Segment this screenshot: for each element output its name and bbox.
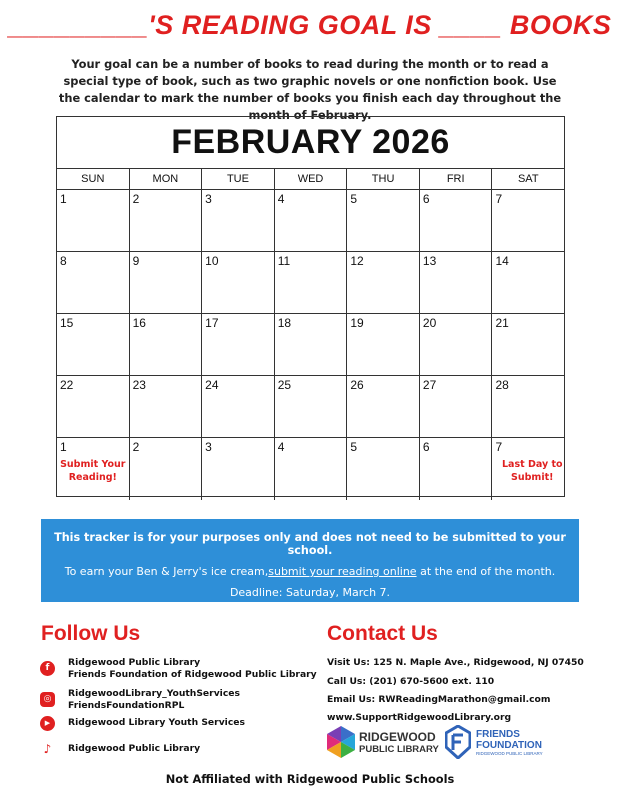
dow-thu: THU (347, 169, 420, 189)
day-note: Last Day to Submit! (501, 459, 563, 483)
dow-sun: SUN (57, 169, 130, 189)
friends-logo-line3: RIDGEWOOD PUBLIC LIBRARY (476, 751, 543, 756)
day-number: 13 (422, 254, 437, 268)
day-number: 16 (132, 316, 146, 330)
dow-mon: MON (130, 169, 203, 189)
reading-goal-title: _________'S READING GOAL IS ____ BOOKS (8, 10, 612, 40)
dow-sat: SAT (517, 173, 539, 185)
calendar-week (57, 438, 564, 500)
calendar-day-cell[interactable] (492, 376, 564, 437)
library-logo-line2: PUBLIC LIBRARY (359, 744, 439, 755)
calendar-day-cell[interactable] (130, 252, 203, 313)
calendar-weeks (57, 190, 564, 500)
facebook-icon: f (40, 661, 55, 676)
calendar-day-cell[interactable] (492, 190, 564, 251)
calendar-day-cell[interactable] (57, 376, 130, 437)
ridgewood-library-logo (327, 725, 437, 759)
day-number: 19 (350, 316, 364, 330)
day-number: 17 (205, 316, 219, 330)
instagram-account-1: RidgewoodLibrary_YouthServices (68, 688, 240, 699)
day-number: 21 (495, 316, 509, 330)
day-number: 25 (277, 378, 292, 392)
contact-us-heading: Contact Us (327, 622, 438, 645)
day-number: 20 (422, 316, 437, 330)
day-number: 9 (132, 254, 140, 268)
day-number: 3 (205, 192, 212, 206)
calendar-day-cell[interactable] (130, 376, 203, 437)
day-number: 4 (277, 440, 285, 454)
day-number: 4 (277, 192, 285, 206)
contact-visit: Visit Us: 125 N. Maple Ave., Ridgewood, NJ 07450 (327, 657, 584, 668)
day-number: 2 (132, 192, 140, 206)
banner-deadline: Deadline: Saturday, March 7. (229, 586, 391, 599)
calendar-day-cell[interactable] (202, 252, 275, 313)
friends-foundation-logo (445, 725, 545, 759)
calendar-day-cell[interactable] (275, 438, 348, 500)
day-number: 18 (277, 316, 292, 330)
calendar-day-cell[interactable] (420, 252, 493, 313)
day-number: 10 (205, 254, 219, 268)
calendar-day-cell[interactable] (420, 314, 493, 375)
days-of-week-header (57, 169, 564, 190)
calendar-day-cell[interactable] (275, 314, 348, 375)
instagram-account-2: FriendsFoundationRPL (68, 700, 185, 711)
calendar-day-cell[interactable] (347, 190, 420, 251)
instagram-icon: ◎ (40, 692, 55, 707)
intro-paragraph: Your goal can be a number of books to read during the month or to read a special type of book, such as two graphic novels or one nonfiction book. Use the calendar to mark the number of books you finish each day throughout the month of February. (58, 57, 562, 122)
calendar-day-cell[interactable] (492, 252, 564, 313)
calendar-day-cell[interactable] (202, 376, 275, 437)
february-calendar (56, 116, 565, 497)
info-banner (41, 519, 579, 602)
submit-reading-link[interactable]: submit your reading online (268, 565, 417, 578)
youtube-account: Ridgewood Library Youth Services (68, 717, 245, 728)
day-number: 6 (422, 440, 430, 454)
calendar-week (57, 314, 564, 376)
day-number: 1 (60, 440, 67, 454)
day-number: 15 (60, 316, 74, 330)
day-number: 26 (350, 378, 364, 392)
tiktok-account: Ridgewood Public Library (68, 743, 201, 754)
calendar-day-cell[interactable] (275, 252, 348, 313)
calendar-day-cell[interactable] (130, 438, 203, 500)
banner-text-pre: To earn your Ben & Jerry's ice cream, (64, 565, 269, 578)
calendar-day-cell[interactable] (202, 314, 275, 375)
calendar-day-cell[interactable] (57, 314, 130, 375)
day-number: 1 (60, 192, 67, 206)
calendar-day-cell[interactable] (347, 438, 420, 500)
calendar-day-cell[interactable] (202, 190, 275, 251)
calendar-day-cell[interactable] (130, 314, 203, 375)
day-number: 12 (350, 254, 364, 268)
friends-logo-mark (445, 725, 471, 759)
youtube-icon: ▶ (40, 716, 55, 731)
calendar-day-cell[interactable] (492, 314, 564, 375)
footer-disclaimer: Not Affiliated with Ridgewood Public Schools (165, 772, 455, 786)
calendar-day-cell[interactable] (275, 376, 348, 437)
tiktok-icon: ♪ (40, 742, 55, 757)
calendar-day-cell[interactable] (275, 190, 348, 251)
calendar-day-cell[interactable] (347, 314, 420, 375)
day-number: 5 (350, 440, 357, 454)
day-number: 5 (350, 192, 357, 206)
calendar-week (57, 252, 564, 314)
library-logo-mark (327, 726, 355, 758)
banner-disclaimer: This tracker is for your purposes only and does not need to be submitted to your school. (54, 531, 566, 557)
contact-phone[interactable]: Call Us: (201) 670-5600 ext. 110 (327, 676, 495, 687)
calendar-day-cell[interactable] (57, 252, 130, 313)
day-note: Submit Your Reading! (60, 459, 126, 483)
day-number: 27 (422, 378, 437, 392)
day-number: 7 (495, 192, 503, 206)
calendar-day-cell[interactable] (420, 438, 493, 500)
banner-text-post: at the end of the month. (416, 565, 556, 578)
calendar-day-cell[interactable] (130, 190, 203, 251)
friends-logo-line1: FRIENDS (476, 729, 520, 740)
friends-logo-line2: FOUNDATION (476, 740, 542, 751)
calendar-week (57, 376, 564, 438)
library-logo-line1: RIDGEWOOD (359, 730, 436, 744)
calendar-week (57, 190, 564, 252)
day-number: 3 (205, 440, 212, 454)
dow-fri: FRI (420, 169, 493, 189)
day-number: 14 (495, 254, 509, 268)
calendar-day-cell[interactable] (57, 438, 130, 500)
banner-instructions (41, 565, 579, 578)
day-number: 7 (495, 440, 503, 454)
calendar-day-cell[interactable] (492, 438, 564, 500)
follow-us-heading: Follow Us (41, 622, 141, 645)
dow-tue: TUE (202, 169, 275, 189)
dow-wed: WED (275, 169, 348, 189)
day-number: 28 (495, 378, 509, 392)
calendar-day-cell[interactable] (420, 190, 493, 251)
contact-website[interactable]: www.SupportRidgewoodLibrary.org (327, 712, 512, 723)
calendar-day-cell[interactable] (202, 438, 275, 500)
calendar-title: FEBRUARY 2026 (57, 117, 564, 169)
facebook-account-2: Friends Foundation of Ridgewood Public Library (68, 669, 317, 680)
calendar-day-cell[interactable] (420, 376, 493, 437)
day-number: 2 (132, 440, 140, 454)
day-number: 6 (422, 192, 430, 206)
calendar-day-cell[interactable] (347, 376, 420, 437)
facebook-account-1: Ridgewood Public Library (68, 657, 201, 668)
calendar-day-cell[interactable] (57, 190, 130, 251)
day-number: 11 (277, 254, 291, 268)
day-number: 8 (60, 254, 67, 268)
contact-email[interactable]: Email Us: RWReadingMarathon@gmail.com (327, 694, 551, 705)
calendar-day-cell[interactable] (347, 252, 420, 313)
day-number: 22 (60, 378, 74, 392)
day-number: 23 (132, 378, 146, 392)
day-number: 24 (205, 378, 219, 392)
